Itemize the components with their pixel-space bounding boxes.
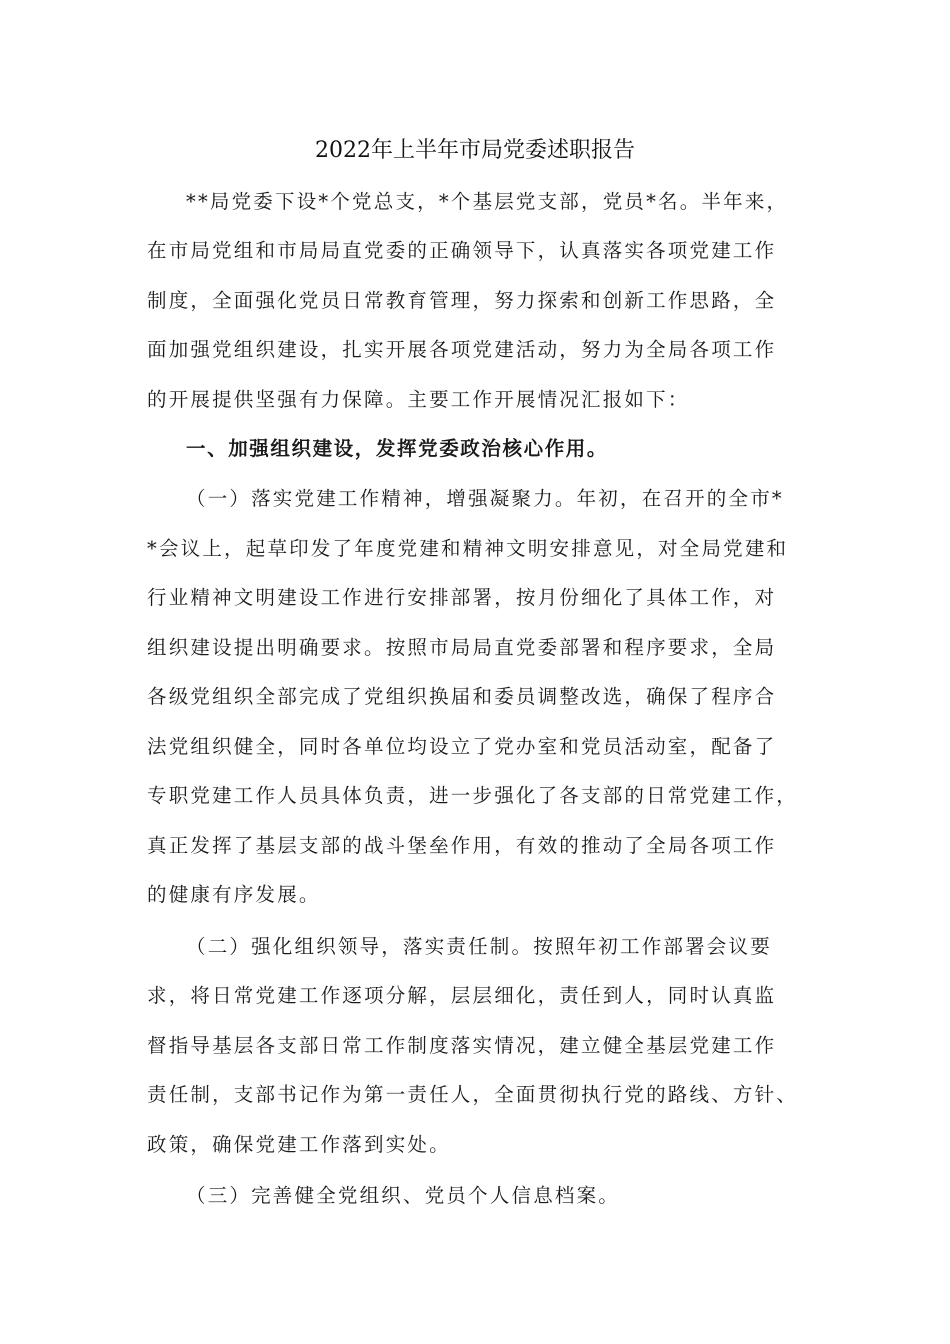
- paragraph-line: 真正发挥了基层支部的战斗堡垒作用，有效的推动了全局各项工作: [147, 834, 777, 857]
- paragraph-line: 面加强党组织建设，扎实开展各项党建活动，努力为全局各项工作: [147, 338, 777, 361]
- paragraph-line: 的开展提供坚强有力保障。主要工作开展情况汇报如下：: [147, 388, 690, 411]
- paragraph-line: 的健康有序发展。: [147, 883, 321, 906]
- paragraph-line: *会议上，起草印发了年度党建和精神文明安排意见，对全局党建和: [147, 537, 789, 560]
- paragraph-line: 求，将日常党建工作逐项分解，层层细化，责任到人，同时认真监: [147, 984, 777, 1007]
- paragraph-line: 政策，确保党建工作落到实处。: [147, 1133, 451, 1156]
- document-title: 2022年上半年市局党委述职报告: [315, 138, 635, 163]
- paragraph-line: 在市局党组和市局局直党委的正确领导下，认真落实各项党建工作: [147, 239, 777, 262]
- paragraph-line: 专职党建工作人员具体负责，进一步强化了各支部的日常党建工作，: [147, 784, 799, 807]
- paragraph-line: 责任制，支部书记作为第一责任人，全面贯彻执行党的路线、方针、: [147, 1083, 799, 1106]
- section-heading: 一、加强组织建设，发挥党委政治核心作用。: [186, 437, 609, 460]
- paragraph-line: 法党组织健全，同时各单位均设立了党办室和党员活动室，配备了: [147, 735, 777, 758]
- paragraph-line: （一）落实党建工作精神，增强凝聚力。年初，在召开的全市*: [186, 487, 784, 510]
- paragraph-line: **局党委下设*个党总支，*个基层党支部，党员*名。半年来，: [186, 190, 789, 213]
- paragraph-line: （二）强化组织领导，落实责任制。按照年初工作部署会议要: [186, 935, 772, 958]
- paragraph-line: 各级党组织全部完成了党组织换届和委员调整改选，确保了程序合: [147, 685, 777, 708]
- paragraph-line: 督指导基层各支部日常工作制度落实情况，建立健全基层党建工作: [147, 1034, 777, 1057]
- paragraph-line: 制度，全面强化党员日常教育管理，努力探索和创新工作思路，全: [147, 289, 777, 312]
- paragraph-line: 组织建设提出明确要求。按照市局局直党委部署和程序要求，全局: [147, 636, 777, 659]
- paragraph-line: 行业精神文明建设工作进行安排部署，按月份细化了具体工作，对: [147, 586, 777, 609]
- paragraph-line: （三）完善健全党组织、党员个人信息档案。: [186, 1184, 621, 1207]
